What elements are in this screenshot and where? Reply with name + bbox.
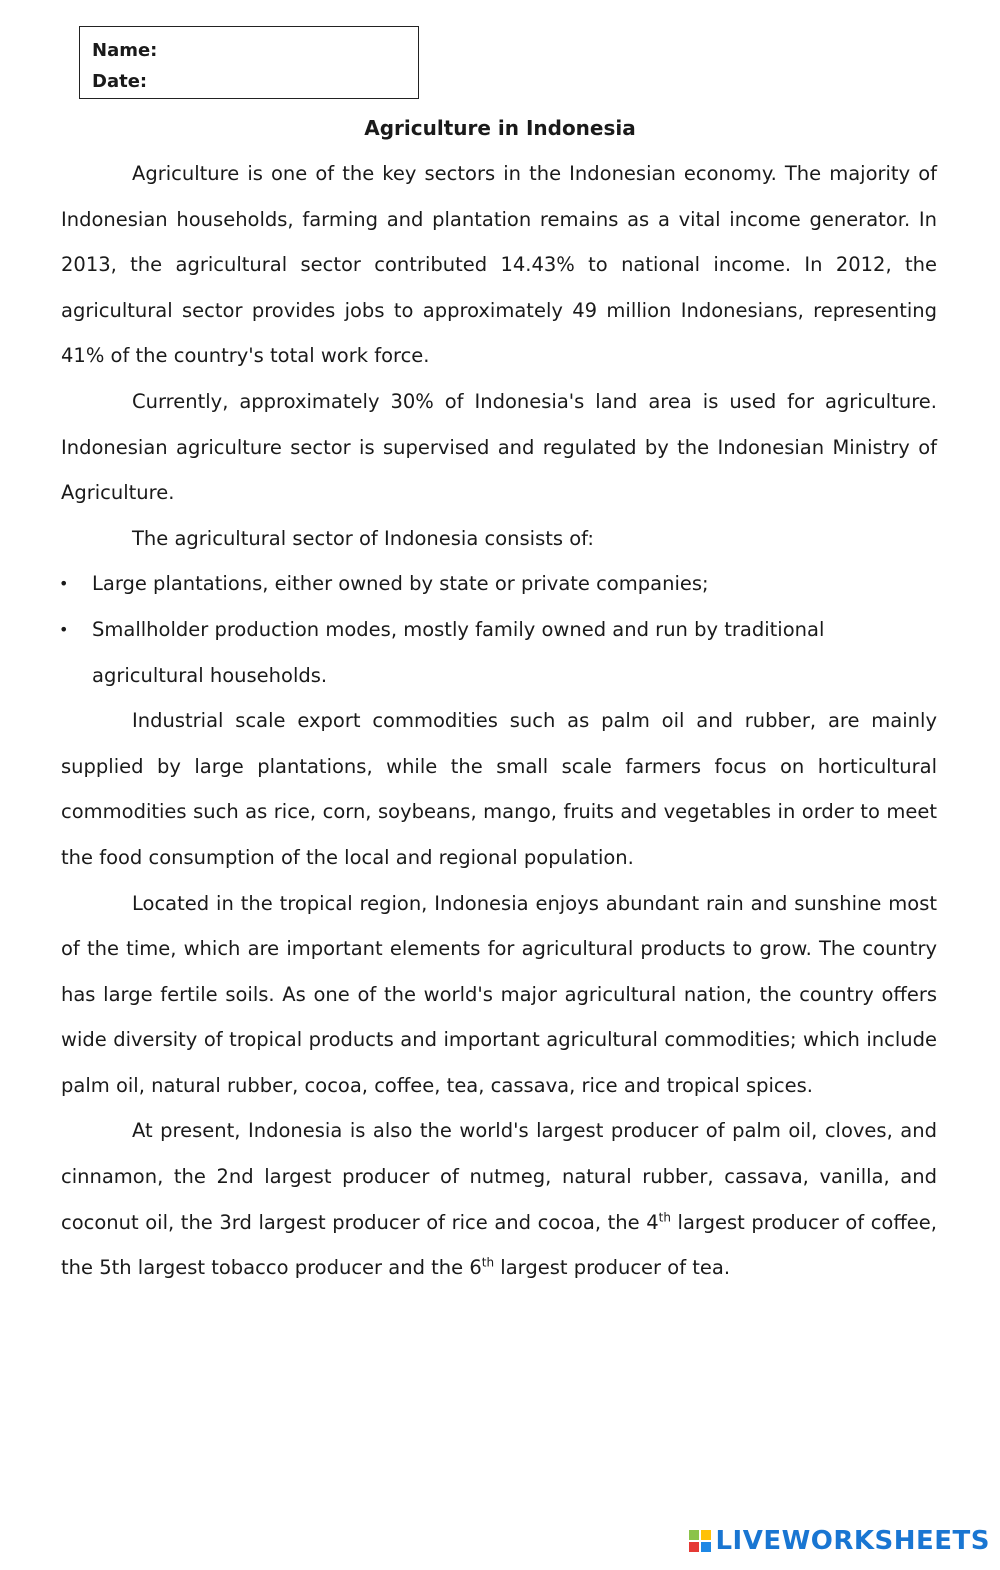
list-item	[61, 561, 937, 607]
paragraph-6-part-1: At present, Indonesia is also the world's largest producer of palm oil, cloves, and cinnamon, the 2nd largest producer of nutmeg, natural rubber, cassava, vanilla, and coconut oil, the 3rd largest producer of rice and cocoa, the 4	[61, 1119, 937, 1234]
paragraph-6-part-3: largest producer of tea.	[494, 1256, 731, 1280]
paragraph-6	[61, 1108, 937, 1290]
paragraph-6-part-2: largest producer of coffee, the 5th largest tobacco producer and the 6	[61, 1210, 937, 1280]
article-body	[61, 151, 937, 1291]
paragraph-1: Agriculture is one of the key sectors in the Indonesian economy. The majority of Indonesian households, farming and plantation remains as a vital income generator. In 2013, the agricultural sector contributed 14.43% to national income. In 2012, the agricultural sector provides jobs to approximately 49 million Indonesians, representing 41% of the country's total work force.	[61, 162, 937, 368]
logo-grid-icon	[689, 1530, 711, 1552]
page-title: Agriculture in Indonesia	[364, 116, 636, 140]
superscript-th: th	[481, 1255, 495, 1270]
date-label: Date:	[92, 71, 148, 92]
name-label: Name:	[92, 40, 158, 61]
liveworksheets-logo[interactable]	[689, 1526, 990, 1556]
paragraph-3: The agricultural sector of Indonesia consists of:	[132, 526, 594, 550]
logo-square	[689, 1542, 699, 1552]
paragraph-5: Located in the tropical region, Indonesia enjoys abundant rain and sunshine most of the time, which are important elements for agricultural products to grow. The country has large fertile soils. As one of the world's major agricultural nation, the country offers wide diversity of tropical products and important agricultural commodities; which include palm oil, natural rubber, cocoa, coffee, tea, cassava, rice and tropical spices.	[61, 891, 937, 1097]
bullet-icon: •	[59, 574, 69, 594]
logo-square	[701, 1542, 711, 1552]
logo-square	[701, 1530, 711, 1540]
list-item	[61, 607, 937, 698]
list-item-text: Large plantations, either owned by state or private companies;	[92, 572, 709, 596]
logo-square	[689, 1530, 699, 1540]
superscript-th: th	[658, 1210, 671, 1225]
paragraph-4: Industrial scale export commodities such as palm oil and rubber, are mainly supplied by large plantations, while the small scale farmers focus on horticultural commodities such as rice, corn, soybeans, mango, fruits and vegetables in order to meet the food consumption of the local and regional population.	[61, 709, 937, 869]
paragraph-2: Currently, approximately 30% of Indonesia's land area is used for agriculture. Indonesian agriculture sector is supervised and regulated by the Indonesian Ministry of Agriculture.	[61, 389, 937, 505]
sector-list	[61, 561, 937, 698]
bullet-icon: •	[59, 619, 69, 639]
list-item-text: Smallholder production modes, mostly family owned and run by traditional agricultural households.	[92, 617, 825, 687]
brand-name: LIVEWORKSHEETS	[715, 1526, 990, 1556]
name-date-box	[79, 26, 419, 99]
